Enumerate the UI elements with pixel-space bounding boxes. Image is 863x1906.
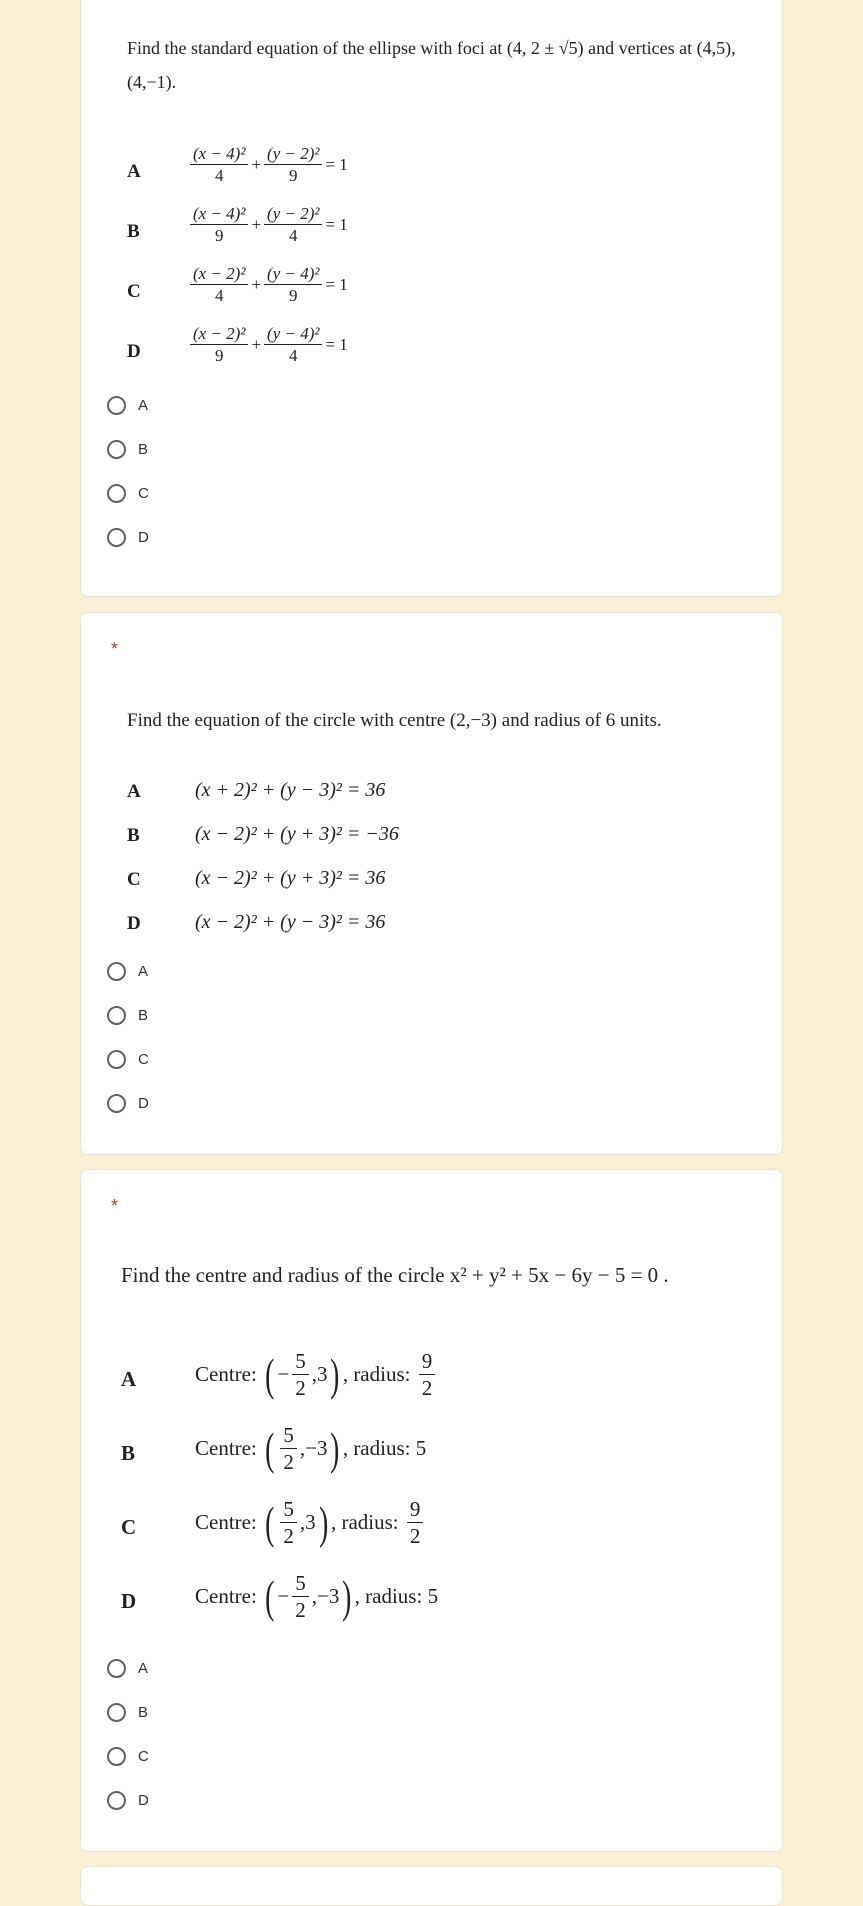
option-letter: C xyxy=(127,869,141,890)
option-equation-c: $\frac{\text{(x − 2)²}}{4}$ + $\frac{\text{(y − 4)²}}{9}$ = 1 xyxy=(187,263,348,307)
radio-circle[interactable] xyxy=(107,440,126,459)
option-letter: D xyxy=(127,913,141,934)
option-letter: C xyxy=(127,281,141,302)
radio-option-b[interactable]: B xyxy=(107,1703,148,1722)
option-equation-d: (x − 2)² + (y − 3)² = 36 xyxy=(195,911,386,933)
option-equation-b: (x − 2)² + (y + 3)² = −36 xyxy=(195,823,399,845)
option-letter: D xyxy=(127,341,141,362)
option-letter: B xyxy=(121,1441,136,1465)
required-asterisk: * xyxy=(111,1196,119,1216)
option-equation-a: $\frac{\text{(x − 4)²}}{4}$ + $\frac{\text{(y − 2)²}}{9}$ = 1 xyxy=(187,143,348,187)
option-letter: A xyxy=(127,781,141,802)
option-centre-radius-b: Centre: ( $\frac{5}{2}$ ,−3 ) , radius: 5 xyxy=(195,1422,427,1475)
radio-circle[interactable] xyxy=(107,484,126,503)
radio-circle[interactable] xyxy=(107,1747,126,1766)
option-equation-a: (x + 2)² + (y − 3)² = 36 xyxy=(195,779,386,801)
radio-option-b[interactable]: B xyxy=(107,440,148,459)
question-card-ellipse xyxy=(80,0,783,597)
question-text: Find the equation of the circle with centre (2,−3) and radius of 6 units. xyxy=(127,710,662,731)
option-letter: B xyxy=(127,825,140,846)
required-asterisk: * xyxy=(111,639,119,659)
radio-option-a[interactable]: A xyxy=(107,962,148,981)
radio-option-b[interactable]: B xyxy=(107,1006,148,1025)
option-equation-c: (x − 2)² + (y + 3)² = 36 xyxy=(195,867,386,889)
radio-circle[interactable] xyxy=(107,962,126,981)
option-equation-d: $\frac{\text{(x − 2)²}}{9}$ + $\frac{\text{(y − 4)²}}{4}$ = 1 xyxy=(187,323,348,367)
option-letter: D xyxy=(121,1589,137,1613)
radio-option-a[interactable]: A xyxy=(107,1659,148,1678)
radio-circle[interactable] xyxy=(107,1006,126,1025)
radio-option-d[interactable]: D xyxy=(107,528,149,547)
option-letter: C xyxy=(121,1515,137,1539)
radio-option-c[interactable]: C xyxy=(107,484,149,503)
question-card-circle-equation xyxy=(80,612,783,1155)
radio-circle[interactable] xyxy=(107,528,126,547)
radio-option-d[interactable]: D xyxy=(107,1094,149,1113)
radio-circle[interactable] xyxy=(107,396,126,415)
option-letter: B xyxy=(127,221,140,242)
radio-circle[interactable] xyxy=(107,1094,126,1113)
option-letter: A xyxy=(121,1367,137,1391)
option-centre-radius-c: Centre: ( $\frac{5}{2}$ ,3 ) , radius: $\frac{9}{2}$ xyxy=(195,1496,426,1550)
question-card-circle-centre-radius xyxy=(80,1169,783,1852)
radio-circle[interactable] xyxy=(107,1050,126,1069)
question-card-next xyxy=(80,1866,783,1906)
option-centre-radius-a: Centre: ( − $\frac{5}{2}$ ,3 ) , radius: $\frac{9}{2}$ xyxy=(195,1348,438,1402)
option-letter: A xyxy=(127,161,141,182)
radio-circle[interactable] xyxy=(107,1659,126,1678)
radio-circle[interactable] xyxy=(107,1703,126,1722)
option-equation-b: $\frac{\text{(x − 4)²}}{9}$ + $\frac{\text{(y − 2)²}}{4}$ = 1 xyxy=(187,203,348,247)
radio-option-a[interactable]: A xyxy=(107,396,148,415)
radio-option-c[interactable]: C xyxy=(107,1747,149,1766)
radio-circle[interactable] xyxy=(107,1791,126,1810)
question-text: Find the standard equation of the ellipse with foci at (4, 2 ± √5) and vertices at (4,5),(4,−1). xyxy=(127,38,736,93)
question-text: Find the centre and radius of the circle x² + y² + 5x − 6y − 5 = 0 . xyxy=(121,1263,669,1287)
radio-option-c[interactable]: C xyxy=(107,1050,149,1069)
radio-option-d[interactable]: D xyxy=(107,1791,149,1810)
option-centre-radius-d: Centre: ( − $\frac{5}{2}$ ,−3 ) , radius: 5 xyxy=(195,1570,439,1623)
